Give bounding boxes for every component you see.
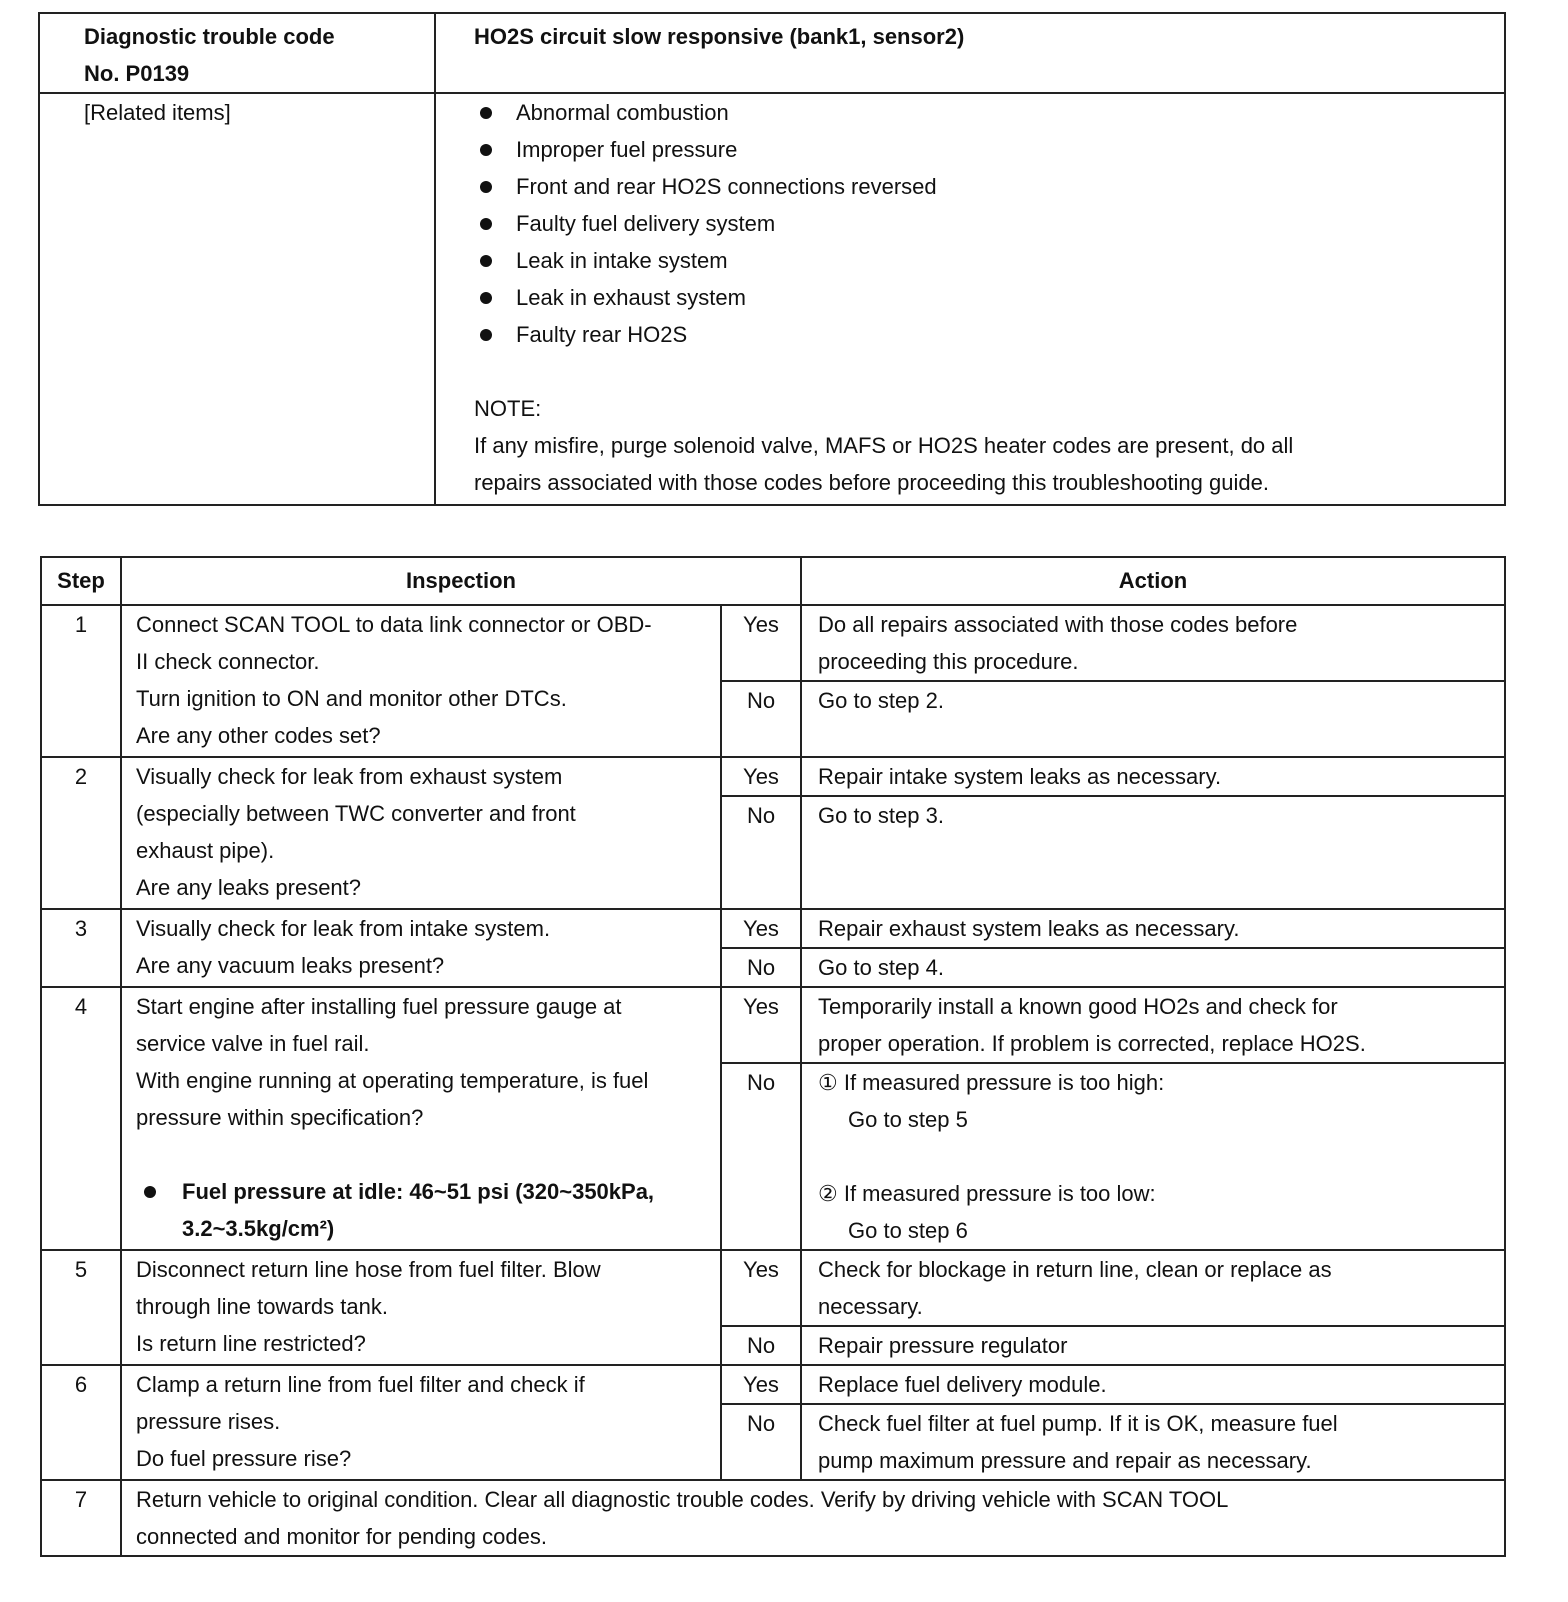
step-final-text — [121, 1480, 1505, 1556]
related-items-cell — [435, 93, 1505, 505]
step-inspection — [121, 1250, 721, 1365]
yes-label: Yes — [721, 757, 801, 796]
inspection-line: II check connector. — [136, 649, 320, 674]
action-no — [801, 1063, 1505, 1250]
inspection-line: connected and monitor for pending codes. — [136, 1524, 547, 1549]
no-label: No — [721, 948, 801, 987]
note-text-line: repairs associated with those codes before proceeding this troubleshooting guide. — [474, 470, 1269, 495]
action-line: Go to step 3. — [818, 803, 944, 828]
action-line: pump maximum pressure and repair as necessary. — [818, 1448, 1312, 1473]
inspection-line: With engine running at operating temperature, is fuel — [136, 1068, 649, 1093]
table-row — [41, 1480, 1505, 1556]
action-line: proceeding this procedure. — [818, 649, 1079, 674]
inspection-line: Is return line restricted? — [136, 1331, 366, 1356]
step-number: 5 — [41, 1250, 121, 1365]
inspection-line: Visually check for leak from intake system. — [136, 916, 551, 941]
dtc-code: No. P0139 — [84, 61, 190, 86]
dtc-title: HO2S circuit slow responsive (bank1, sensor2) — [435, 13, 1505, 93]
step-inspection — [121, 605, 721, 757]
step-number: 7 — [41, 1480, 121, 1556]
inspection-line: Return vehicle to original condition. Clear all diagnostic trouble codes. Verify by driving vehicle with SCAN TOOL — [136, 1487, 1229, 1512]
yes-label: Yes — [721, 909, 801, 948]
inspection-line: Turn ignition to ON and monitor other DTCs. — [136, 686, 567, 711]
action-line: necessary. — [818, 1294, 923, 1319]
inspection-line: pressure within specification? — [136, 1105, 424, 1130]
action-yes — [801, 757, 1505, 796]
action-line: Check for blockage in return line, clean or replace as — [818, 1257, 1332, 1282]
inspection-line: Are any other codes set? — [136, 723, 381, 748]
inspection-line: Do fuel pressure rise? — [136, 1446, 352, 1471]
no-label: No — [721, 1063, 801, 1250]
step-inspection — [121, 909, 721, 987]
related-items-row — [39, 93, 1505, 505]
action-no — [801, 1326, 1505, 1365]
yes-label: Yes — [721, 1365, 801, 1404]
inspection-line: service valve in fuel rail. — [136, 1031, 370, 1056]
note-label: NOTE: — [474, 396, 542, 421]
inspection-line: exhaust pipe). — [136, 838, 275, 863]
inspection-line: (especially between TWC converter and front — [136, 801, 576, 826]
action-line: Repair exhaust system leaks as necessary. — [818, 916, 1240, 941]
no-label: No — [721, 1326, 801, 1365]
step-inspection — [121, 757, 721, 909]
no-label: No — [721, 1404, 801, 1480]
list-item: Abnormal combustion — [474, 94, 1504, 131]
inspection-line: Connect SCAN TOOL to data link connector or OBD- — [136, 612, 652, 637]
table-row — [41, 1250, 1505, 1326]
action-line: Repair intake system leaks as necessary. — [818, 764, 1222, 789]
list-item: Front and rear HO2S connections reversed — [474, 168, 1504, 205]
step-number: 3 — [41, 909, 121, 987]
action-yes — [801, 1250, 1505, 1326]
inspection-line: Clamp a return line from fuel filter and check if — [136, 1372, 585, 1397]
action-line: Check fuel filter at fuel pump. If it is OK, measure fuel — [818, 1411, 1338, 1436]
action-line: Go to step 5 — [848, 1107, 968, 1132]
inspection-line: Visually check for leak from exhaust system — [136, 764, 563, 789]
note-text-line: If any misfire, purge solenoid valve, MAFS or HO2S heater codes are present, do all — [474, 433, 1294, 458]
step-number: 6 — [41, 1365, 121, 1480]
step-number: 4 — [41, 987, 121, 1250]
action-line: Go to step 4. — [818, 955, 944, 980]
dtc-header-row — [39, 13, 1505, 93]
step-number: 1 — [41, 605, 121, 757]
no-label: No — [721, 796, 801, 909]
action-line: Repair pressure regulator — [818, 1333, 1068, 1358]
action-no — [801, 681, 1505, 757]
action-line: Replace fuel delivery module. — [818, 1372, 1107, 1397]
spec-line: 3.2~3.5kg/cm²) — [182, 1216, 335, 1241]
action-no — [801, 1404, 1505, 1480]
steps-header-row — [41, 557, 1505, 605]
spec-line: Fuel pressure at idle: 46~51 psi (320~350kPa, — [182, 1179, 655, 1204]
list-item: Leak in intake system — [474, 242, 1504, 279]
step-inspection — [121, 1365, 721, 1480]
action-line: Do all repairs associated with those codes before — [818, 612, 1298, 637]
inspection-line: Are any vacuum leaks present? — [136, 953, 445, 978]
action-yes — [801, 987, 1505, 1063]
dtc-table — [38, 12, 1506, 506]
action-line: Go to step 2. — [818, 688, 944, 713]
action-line: Temporarily install a known good HO2s and check for — [818, 994, 1338, 1019]
table-row — [41, 987, 1505, 1063]
table-row — [41, 605, 1505, 681]
inspection-line: Start engine after installing fuel pressure gauge at — [136, 994, 622, 1019]
action-line: proper operation. If problem is corrected, replace HO2S. — [818, 1031, 1366, 1056]
list-item: Improper fuel pressure — [474, 131, 1504, 168]
table-row — [41, 1365, 1505, 1404]
header-step: Step — [41, 557, 121, 605]
action-line: Go to step 6 — [848, 1218, 968, 1243]
action-yes — [801, 605, 1505, 681]
no-label: No — [721, 681, 801, 757]
step-inspection — [121, 987, 721, 1250]
action-no — [801, 796, 1505, 909]
dtc-label-cell — [39, 13, 435, 93]
action-line: ① If measured pressure is too high: — [818, 1070, 1165, 1095]
related-items-list — [474, 94, 1504, 353]
action-line: ② If measured pressure is too low: — [818, 1181, 1156, 1206]
table-row — [41, 757, 1505, 796]
list-item: Leak in exhaust system — [474, 279, 1504, 316]
list-item: Faulty fuel delivery system — [474, 205, 1504, 242]
yes-label: Yes — [721, 605, 801, 681]
action-no — [801, 948, 1505, 987]
inspection-line: pressure rises. — [136, 1409, 281, 1434]
related-label: [Related items] — [39, 93, 435, 505]
fuel-pressure-spec — [136, 1173, 720, 1247]
header-inspection: Inspection — [121, 557, 801, 605]
dtc-label-line1: Diagnostic trouble code — [84, 24, 335, 49]
table-row — [41, 909, 1505, 948]
action-yes — [801, 1365, 1505, 1404]
inspection-line: Are any leaks present? — [136, 875, 362, 900]
yes-label: Yes — [721, 1250, 801, 1326]
inspection-line: through line towards tank. — [136, 1294, 388, 1319]
list-item: Faulty rear HO2S — [474, 316, 1504, 353]
action-yes — [801, 909, 1505, 948]
yes-label: Yes — [721, 987, 801, 1063]
steps-table — [40, 556, 1506, 1557]
inspection-line: Disconnect return line hose from fuel filter. Blow — [136, 1257, 601, 1282]
step-number: 2 — [41, 757, 121, 909]
header-action: Action — [801, 557, 1505, 605]
